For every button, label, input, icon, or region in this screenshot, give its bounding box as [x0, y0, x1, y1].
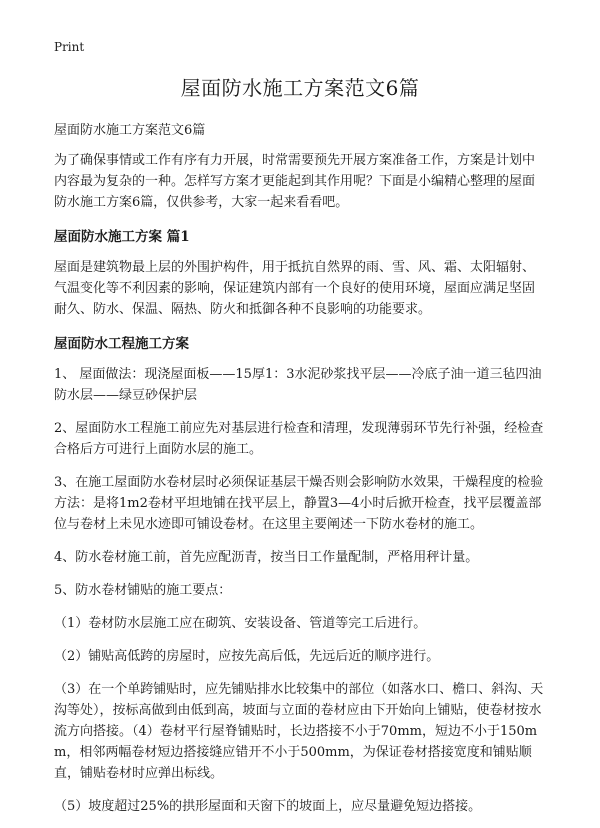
intro-paragraph: 为了确保事情或工作有序有力开展，时常需要预先开展方案准备工作，方案是计划中内容最为复杂的一种。怎样写方案才更能起到其作用呢？下面是小编精心整理的屋面防水施工方案6篇，仅供参考，大家一起来看看吧。	[54, 153, 536, 210]
list-item: 1、 屋面做法：现浇屋面板——15厚1：3水泥砂浆找平层——冷底子油一道三毡四油防水层——绿豆砂保护层	[54, 367, 542, 403]
list-item: （3）在一个单跨铺贴时，应先铺贴排水比较集中的部位（如落水口、檐口、斜沟、天沟等处），按标高做到由低到高，坡面与立面的卷材应由下开始向上铺贴，使卷材按水流方向搭接。（4）卷材平行屋脊铺贴时，长边搭接不小于70mm，短边不小于150mm，相邻两幅卷材短边搭接缝应错开不小于500mm，为保证卷材搭接宽度和铺贴顺直，铺贴卷材时应弹出标线。	[54, 682, 544, 781]
list-item: （2）铺贴高低跨的房屋时，应按先高后低，先远后近的顺序进行。	[54, 649, 440, 664]
print-label: Print	[54, 40, 85, 54]
document-title: 屋面防水施工方案范文6篇	[180, 76, 420, 100]
list-item: 3、在施工屋面防水卷材层时必须保证基层干燥否则会影响防水效果，干燥程度的检验方法：是将1m2卷材平坦地铺在找平层上，静置3—4小时后掀开检查，找平层覆盖部位与卷材上未见水迹即可铺设卷材。在这里主要阐述一下防水卷材的施工。	[54, 475, 544, 532]
document-subtitle: 屋面防水施工方案范文6篇	[54, 123, 206, 138]
section1-paragraph: 屋面是建筑物最上层的外围护构件，用于抵抗自然界的雨、雪、风、霜、太阳辐射、气温变化等不利因素的影响，保证建筑内部有一个良好的使用环境，屋面应满足坚固耐久、防水、保温、隔热、防火和抵御各种不良影响的功能要求。	[54, 260, 536, 317]
list-item: 4、防水卷材施工前，首先应配沥青，按当日工作量配制，严格用秤计量。	[54, 550, 479, 565]
list-item: （1）卷材防水层施工应在砌筑、安装设备、管道等完工后进行。	[54, 616, 427, 631]
section2-heading: 屋面防水工程施工方案	[54, 336, 189, 352]
list-item: 2、屋面防水工程施工前应先对基层进行检查和清理，发现薄弱环节先行补强，经检查合格后方可进行上面防水层的施工。	[54, 421, 544, 457]
list-item: （5）坡度超过25%的拱形屋面和天窗下的坡面上，应尽量避免短边搭接。	[54, 799, 482, 814]
section1-heading: 屋面防水施工方案 篇1	[54, 229, 190, 245]
list-item: 5、防水卷材铺贴的施工要点：	[54, 583, 232, 598]
